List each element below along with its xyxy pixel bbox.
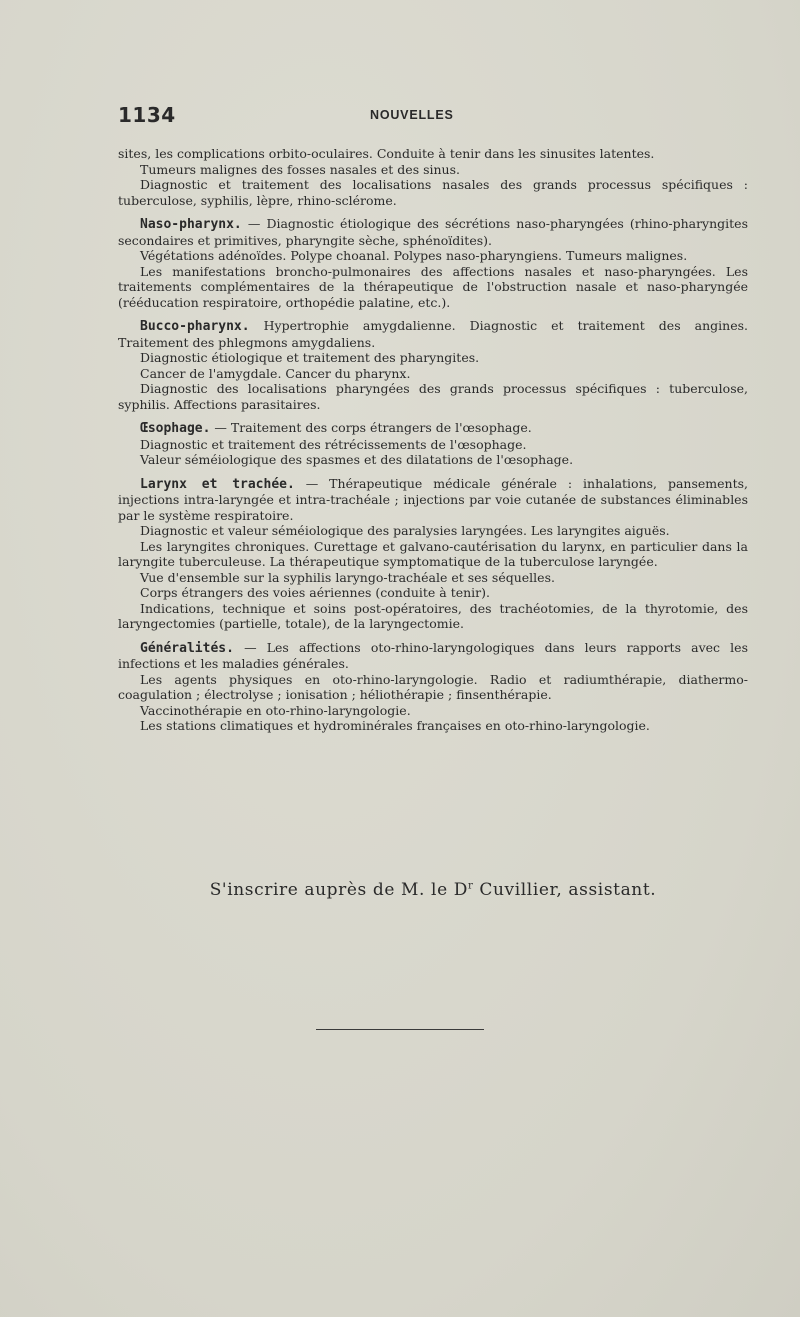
bucco-paragraph-2: Diagnostic étiologique et traitement des pharyngites. [140,350,480,365]
larynx-paragraph-3: Les laryngites chroniques. Curettage et galvano-cautérisation du larynx, en particulier dans la laryngite tuberculeuse. La thérapeutique symptomatique de la tuberculose laryngée. [118,538,748,569]
larynx-paragraph-5: Corps étrangers des voies aériennes (conduite à tenir). [140,585,490,600]
naso-paragraph-3: Les manifestations broncho-pulmonaires des affections nasales et naso-pharyngées. Les traitements complémentaires de la thérapeutique de l'obstruction nasale et naso-pharyngée (rééducation respiratoire, orthopédie palatine, etc.). [118,263,748,310]
register-text-before: S'inscrire auprès de M. le D [209,880,468,900]
naso-pharynx-section [118,216,748,310]
naso-pharynx-heading: Naso-pharynx. [140,217,242,232]
oesophage-heading: Œsophage. [140,421,211,436]
larynx-heading: Larynx et trachée. [140,476,295,492]
general-paragraph-4: Les stations climatiques et hydrominérales françaises en oto-rhino-laryngologie. [140,718,650,733]
larynx-paragraph-4: Vue d'ensemble sur la syphilis laryngo-trachéale et ses séquelles. [140,569,555,585]
oesophage-section [118,420,748,468]
naso-paragraph-2: Végétations adénoïdes. Polype choanal. Polypes naso-pharyngiens. Tumeurs malignes. [140,248,688,263]
register-superscript: r [467,880,474,892]
general-paragraph-1 [118,640,748,672]
larynx-paragraph-1 [118,476,748,524]
larynx-paragraph-6: Indications, technique et soins post-opératoires, des trachéotomies, de la thyrotomie, des laryngectomies (partielle, totale), de la laryngectomie. [118,600,748,631]
generalites-heading: Généralités. [140,640,234,656]
general-text-1: — Les affections oto-rhino-laryngologiques dans leurs rapports avec les infections et les maladies générales. [118,639,748,671]
larynx-paragraph-2: Diagnostic et valeur séméiologique des paralysies laryngées. Les laryngites aiguës. [140,523,670,538]
intro-section [118,146,748,208]
bucco-paragraph-4: Diagnostic des localisations pharyngées des grands processus spécifiques : tuberculose, syphilis. Affections parasitaires. [118,381,748,412]
general-paragraph-2: Les agents physiques en oto-rhino-laryngologie. Radio et radiumthérapie, diathermo-coagulation ; électrolyse ; ionisation ; héliothérapie ; finsenthérapie. [118,671,748,702]
bucco-pharynx-section [118,318,748,412]
bucco-paragraph-1 [118,318,748,350]
bucco-pharynx-heading: Bucco-pharynx. [140,319,250,334]
intro-paragraph-2: Tumeurs malignes des fosses nasales et des sinus. [140,161,460,177]
registration-note [118,880,748,900]
naso-text-1: — Diagnostic étiologique des sécrétions naso-pharyngées (rhino-pharyngites secondaires et primitives, pharyngite sèche, sphénoïdites). [118,216,748,248]
page-number: 1134 [118,103,176,127]
running-title: NOUVELLES [370,108,454,122]
oeso-text-1: — Traitement des corps étrangers de l'œsophage. [210,420,532,435]
oeso-paragraph-1 [118,420,748,437]
bucco-paragraph-3: Cancer de l'amygdale. Cancer du pharynx. [140,365,411,381]
body-text [118,146,748,742]
intro-paragraph-1: sites, les complications orbito-oculaires. Conduite à tenir dans les sinusites latentes. [118,146,655,161]
intro-paragraph-3: Diagnostic et traitement des localisations nasales des grands processus spécifiques : tuberculose, syphilis, lèpre, rhino-sclérome. [118,177,748,208]
larynx-text-1: — Thérapeutique médicale générale : inhalations, pansements, injections intra-laryngée et intra-trachéale ; injections par voie cutanée de substances éliminables par le système respiratoire. [118,475,748,523]
page-header [118,103,732,127]
larynx-section [118,476,748,632]
register-text-after: Cuvillier, assistant. [473,880,657,900]
naso-paragraph-1 [118,216,748,248]
bucco-text-1: Hypertrophie amygdalienne. Diagnostic et traitement des angines. Traitement des phlegmons amygdaliens. [118,318,748,350]
generalites-section [118,640,748,734]
oeso-paragraph-2: Diagnostic et traitement des rétrécissements de l'œsophage. [140,436,527,452]
general-paragraph-3: Vaccinothérapie en oto-rhino-laryngologie. [140,702,411,718]
horizontal-rule [316,1029,484,1030]
oeso-paragraph-3: Valeur séméiologique des spasmes et des dilatations de l'œsophage. [140,452,574,467]
